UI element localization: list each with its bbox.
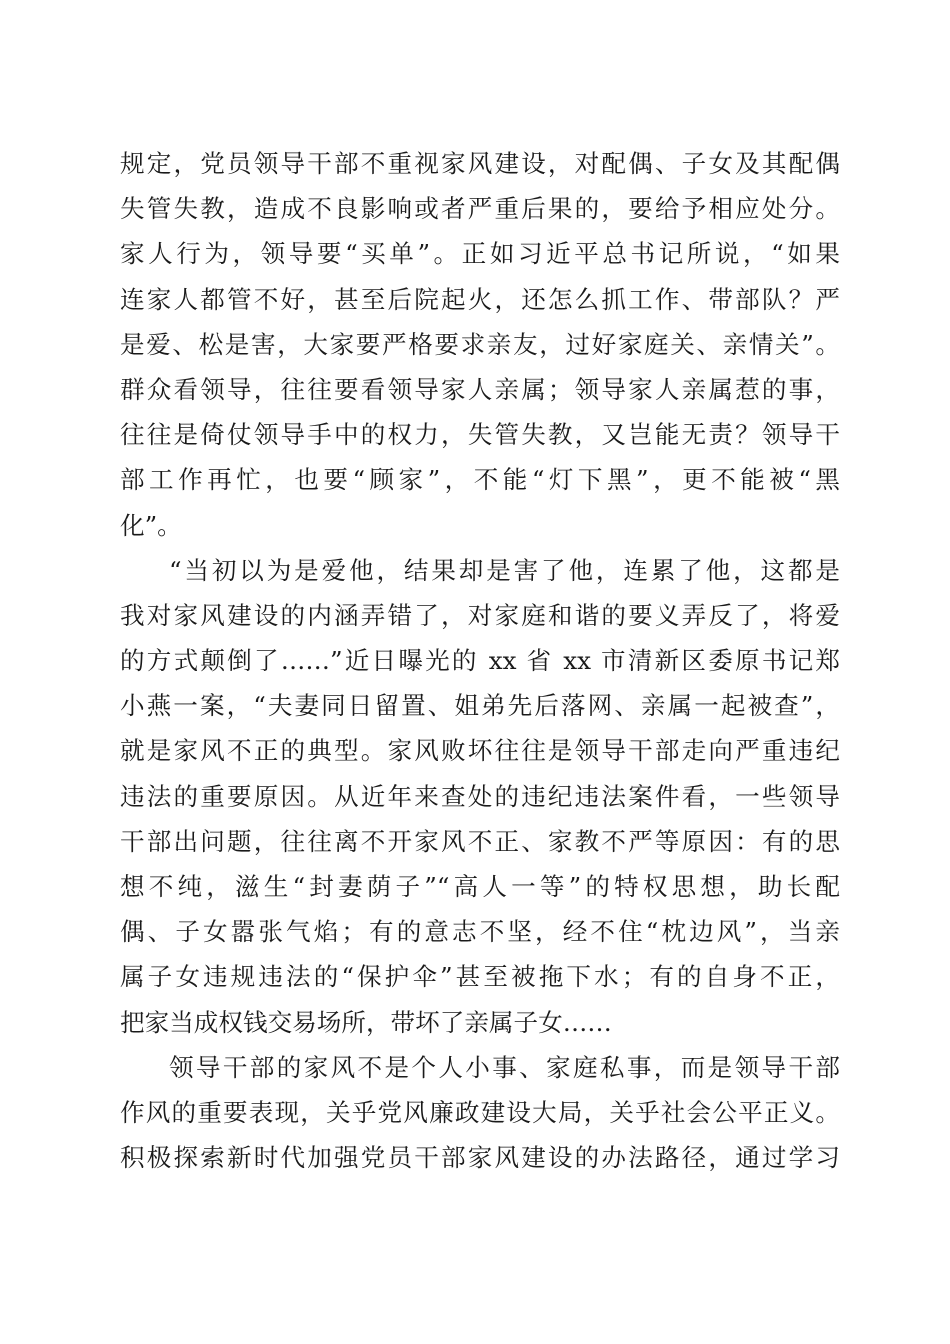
text-line: 偶、子女嚣张气焰；有的意志不坚，经不住“枕边风”，当亲 bbox=[120, 917, 840, 947]
text-line: 作风的重要表现，关乎党风廉政建设大局，关乎社会公平正义。 bbox=[120, 1097, 840, 1127]
text-line: 部工作再忙，也要“顾家”，不能“灯下黑”，更不能被“黑 bbox=[120, 465, 840, 495]
text-line: 小燕一案，“夫妻同日留置、姐弟先后落网、亲属一起被查”， bbox=[120, 691, 840, 721]
text-line: 化”。 bbox=[120, 510, 182, 540]
text-line: 家人行为，领导要“买单”。正如习近平总书记所说，“如果 bbox=[120, 239, 840, 269]
text-line: 把家当成权钱交易场所，带坏了亲属子女…… bbox=[120, 1007, 612, 1037]
text-line: 群众看领导，往往要看领导家人亲属；领导家人亲属惹的事， bbox=[120, 374, 840, 404]
text-line: 干部出问题，往往离不开家风不正、家教不严等原因：有的思 bbox=[120, 826, 840, 856]
text-line: 的方式颠倒了……”近日曝光的 xx 省 xx 市清新区委原书记郑 bbox=[120, 646, 840, 676]
text-line: 往往是倚仗领导手中的权力，失管失教，又岂能无责？领导干 bbox=[120, 420, 840, 450]
text-line: 想不纯，滋生“封妻荫子”“高人一等”的特权思想，助长配 bbox=[120, 872, 840, 901]
text-line: 属子女违规违法的“保护伞”甚至被拖下水；有的自身不正， bbox=[120, 962, 840, 992]
text-line: 我对家风建设的内涵弄错了，对家庭和谐的要义弄反了，将爱 bbox=[120, 600, 840, 630]
text-line: 规定，党员领导干部不重视家风建设，对配偶、子女及其配偶 bbox=[120, 149, 840, 178]
text-line: 是爱、松是害，大家要严格要求亲友，过好家庭关、亲情关”。 bbox=[120, 329, 840, 359]
text-line: 积极探索新时代加强党员干部家风建设的办法路径，通过学习 bbox=[120, 1143, 840, 1173]
text-line: 违法的重要原因。从近年来查处的违纪违法案件看，一些领导 bbox=[120, 781, 840, 811]
text-line: 就是家风不正的典型。家风败坏往往是领导干部走向严重违纪 bbox=[120, 736, 840, 766]
document-body bbox=[120, 141, 840, 1180]
text-line: 连家人都管不好，甚至后院起火，还怎么抓工作、带部队？严 bbox=[120, 284, 840, 314]
text-line: 失管失教，造成不良影响或者严重后果的，要给予相应处分。 bbox=[120, 194, 840, 224]
text-line: “当初以为是爱他，结果却是害了他，连累了他，这都是 bbox=[169, 555, 840, 585]
text-line: 领导干部的家风不是个人小事、家庭私事，而是领导干部 bbox=[169, 1052, 840, 1082]
